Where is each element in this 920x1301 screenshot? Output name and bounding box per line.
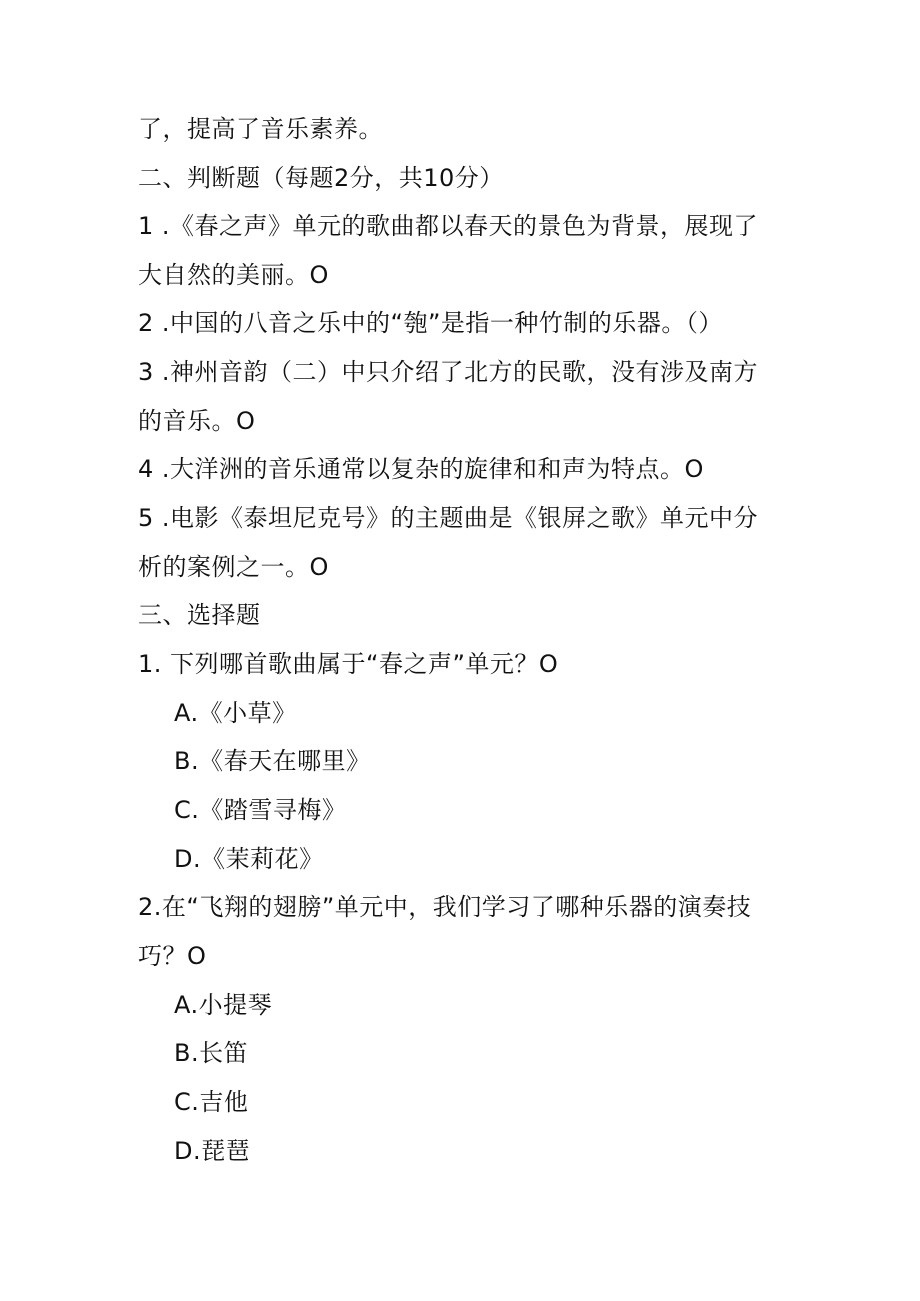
text-line-intro-continuation: 了，提高了音乐素养。 [138,115,383,143]
question-mc-2-option-b: B.长笛 [174,1039,249,1067]
question-tf-5-line-2: 析的案例之一。O [138,553,329,581]
question-tf-1-line-1: 1 .《春之声》单元的歌曲都以春天的景色为背景，展现了 [138,212,759,240]
question-mc-2-line-1: 2.在“飞翔的翅膀”单元中，我们学习了哪种乐器的演奏技 [138,893,752,921]
section-heading-true-false: 二、判断题（每题2分，共10分） [138,164,504,192]
question-mc-2-option-c: C.吉他 [174,1088,249,1116]
question-mc-1-option-d: D.《茉莉花》 [174,845,324,873]
question-tf-3-line-1: 3 .神州音韵（二）中只介绍了北方的民歌，没有涉及南方 [138,358,759,386]
question-mc-1-option-c: C.《踏雪寻梅》 [174,796,347,824]
section-heading-multiple-choice: 三、选择题 [138,601,261,629]
question-mc-2-option-a: A.小提琴 [174,991,273,1019]
question-tf-1-line-2: 大自然的美丽。O [138,261,329,289]
question-tf-3-line-2: 的音乐。O [138,407,256,435]
question-mc-1-option-b: B.《春天在哪里》 [174,747,371,775]
question-mc-1-option-a: A.《小草》 [174,699,297,727]
question-tf-4: 4 .大洋洲的音乐通常以复杂的旋律和和声为特点。O [138,455,704,483]
question-mc-2-line-2: 巧？O [138,942,207,970]
question-mc-2-option-d: D.琵琶 [174,1137,251,1165]
question-tf-2: 2 .中国的八音之乐中的“匏”是指一种竹制的乐器。（） [138,309,723,337]
question-tf-5-line-1: 5 .电影《泰坦尼克号》的主题曲是《银屏之歌》单元中分 [138,504,759,532]
question-mc-1: 1. 下列哪首歌曲属于“春之声”单元？O [138,650,559,678]
